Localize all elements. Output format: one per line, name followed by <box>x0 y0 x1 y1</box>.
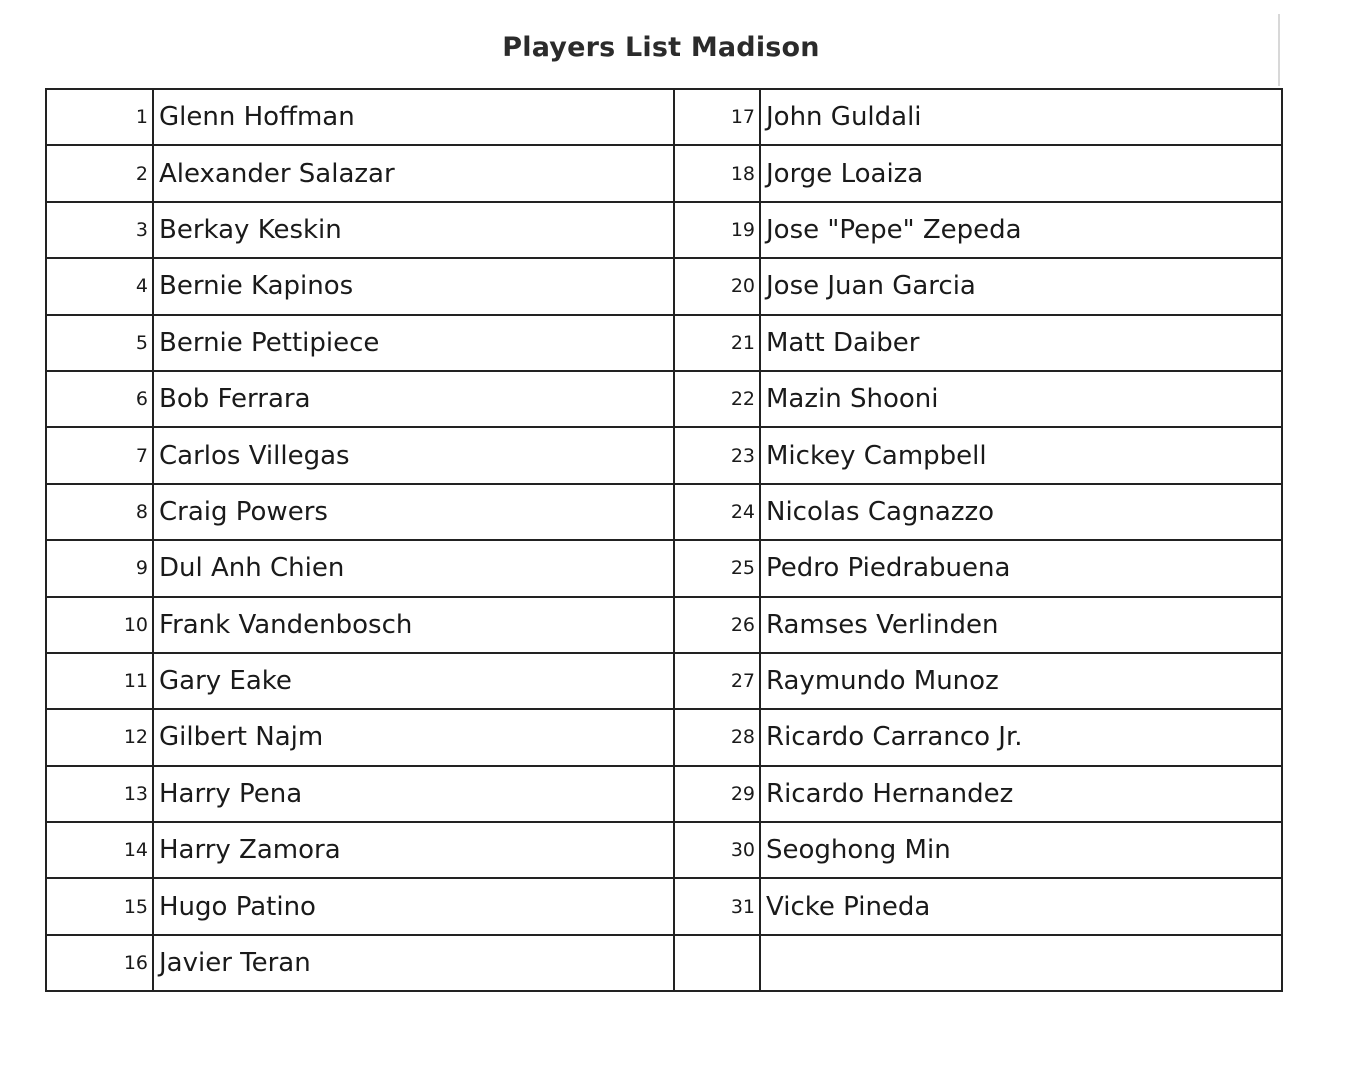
player-number: 1 <box>46 89 153 145</box>
player-name: Bob Ferrara <box>153 371 674 427</box>
player-name: Mazin Shooni <box>760 371 1282 427</box>
player-number: 17 <box>674 89 760 145</box>
player-name: Craig Powers <box>153 484 674 540</box>
player-name: Frank Vandenbosch <box>153 597 674 653</box>
player-name: Pedro Piedrabuena <box>760 540 1282 596</box>
table-row <box>46 597 1282 653</box>
player-number: 29 <box>674 766 760 822</box>
table-row <box>46 653 1282 709</box>
table-row <box>46 878 1282 934</box>
player-number: 6 <box>46 371 153 427</box>
empty-cell <box>760 935 1282 991</box>
player-name: Bernie Pettipiece <box>153 315 674 371</box>
player-number: 21 <box>674 315 760 371</box>
player-number: 5 <box>46 315 153 371</box>
table-row <box>46 258 1282 314</box>
player-number: 18 <box>674 145 760 201</box>
table-row <box>46 145 1282 201</box>
player-name: Harry Zamora <box>153 822 674 878</box>
player-name: John Guldali <box>760 89 1282 145</box>
player-number: 13 <box>46 766 153 822</box>
player-name: Dul Anh Chien <box>153 540 674 596</box>
table-row <box>46 709 1282 765</box>
player-name: Ramses Verlinden <box>760 597 1282 653</box>
player-number: 7 <box>46 427 153 483</box>
table-row <box>46 484 1282 540</box>
player-name: Alexander Salazar <box>153 145 674 201</box>
player-name: Carlos Villegas <box>153 427 674 483</box>
table-row <box>46 766 1282 822</box>
player-name: Matt Daiber <box>760 315 1282 371</box>
player-name: Bernie Kapinos <box>153 258 674 314</box>
player-name: Berkay Keskin <box>153 202 674 258</box>
players-table <box>45 88 1283 992</box>
table-row <box>46 427 1282 483</box>
player-number: 28 <box>674 709 760 765</box>
player-name: Vicke Pineda <box>760 878 1282 934</box>
table-row <box>46 89 1282 145</box>
player-name: Jose "Pepe" Zepeda <box>760 202 1282 258</box>
player-number: 4 <box>46 258 153 314</box>
player-number: 25 <box>674 540 760 596</box>
player-name: Gary Eake <box>153 653 674 709</box>
player-name: Javier Teran <box>153 935 674 991</box>
player-number: 11 <box>46 653 153 709</box>
player-name: Harry Pena <box>153 766 674 822</box>
player-name: Hugo Patino <box>153 878 674 934</box>
player-number: 14 <box>46 822 153 878</box>
player-name: Raymundo Munoz <box>760 653 1282 709</box>
player-name: Glenn Hoffman <box>153 89 674 145</box>
table-row <box>46 202 1282 258</box>
page-title: Players List Madison <box>502 32 820 63</box>
table-row <box>46 822 1282 878</box>
player-name: Ricardo Hernandez <box>760 766 1282 822</box>
player-number: 20 <box>674 258 760 314</box>
player-number: 12 <box>46 709 153 765</box>
player-name: Gilbert Najm <box>153 709 674 765</box>
empty-cell <box>674 935 760 991</box>
table-row <box>46 540 1282 596</box>
table-row <box>46 935 1282 991</box>
player-number: 3 <box>46 202 153 258</box>
player-number: 24 <box>674 484 760 540</box>
player-name: Jorge Loaiza <box>760 145 1282 201</box>
player-number: 8 <box>46 484 153 540</box>
player-number: 9 <box>46 540 153 596</box>
player-number: 2 <box>46 145 153 201</box>
player-number: 15 <box>46 878 153 934</box>
player-number: 26 <box>674 597 760 653</box>
player-name: Seoghong Min <box>760 822 1282 878</box>
player-number: 22 <box>674 371 760 427</box>
player-number: 19 <box>674 202 760 258</box>
player-number: 16 <box>46 935 153 991</box>
player-number: 30 <box>674 822 760 878</box>
player-name: Nicolas Cagnazzo <box>760 484 1282 540</box>
table-row <box>46 315 1282 371</box>
player-name: Mickey Campbell <box>760 427 1282 483</box>
player-name: Ricardo Carranco Jr. <box>760 709 1282 765</box>
player-number: 10 <box>46 597 153 653</box>
table-row <box>46 371 1282 427</box>
player-name: Jose Juan Garcia <box>760 258 1282 314</box>
player-number: 27 <box>674 653 760 709</box>
player-number: 23 <box>674 427 760 483</box>
player-number: 31 <box>674 878 760 934</box>
